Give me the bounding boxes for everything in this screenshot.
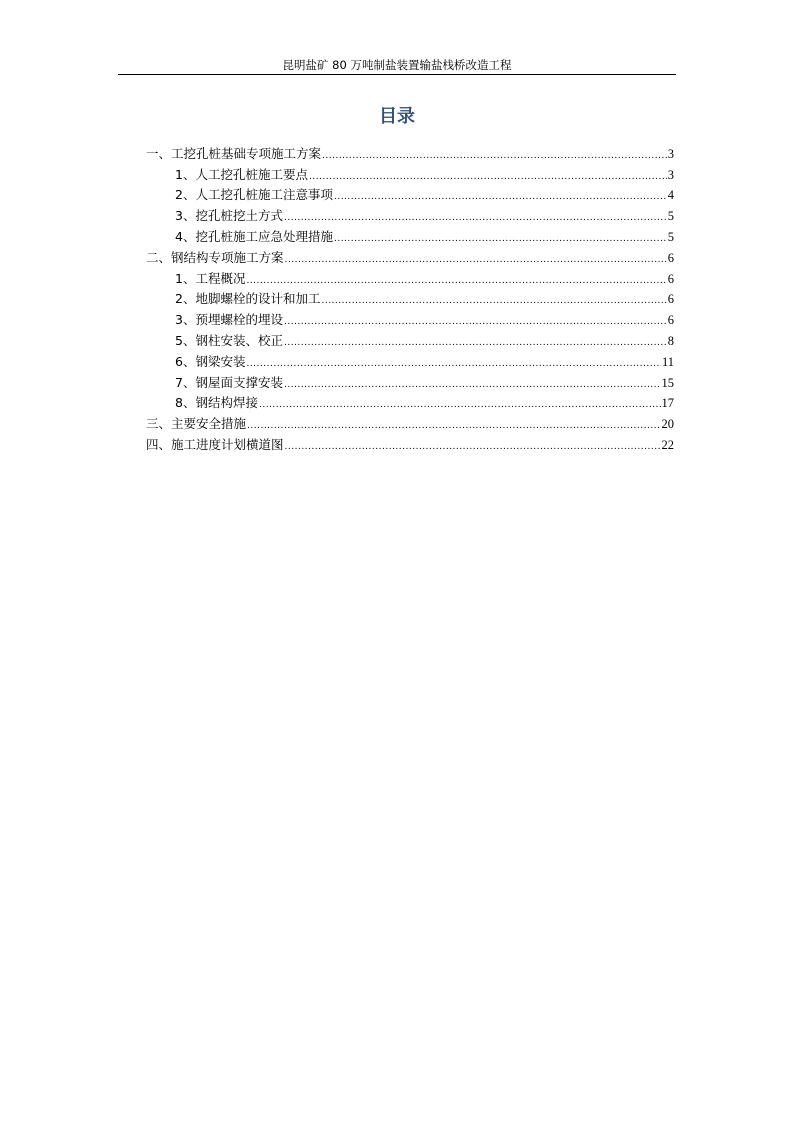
toc-entry-label: 8、钢结构焊接: [175, 395, 258, 411]
toc-entry[interactable]: [146, 246, 674, 267]
toc-leader-dots: [322, 149, 667, 163]
toc-entry[interactable]: [146, 204, 674, 225]
toc-entry-page: 6: [667, 313, 674, 328]
toc-entry-label: 1、工程概况: [175, 270, 246, 286]
toc-entry-label: 一、工挖孔桩基础专项施工方案: [146, 145, 322, 161]
toc-entry[interactable]: [146, 433, 674, 454]
toc-entry[interactable]: [146, 412, 674, 433]
header-text: 昆明盐矿 80 万吨制盐装置输盐栈桥改造工程: [282, 58, 512, 72]
toc-entry[interactable]: [146, 225, 674, 246]
toc-entry[interactable]: [146, 392, 674, 413]
toc-entry-label: 二、钢结构专项施工方案: [146, 249, 284, 265]
toc-entry[interactable]: [146, 350, 674, 371]
toc-entry[interactable]: [146, 308, 674, 329]
toc-entry-page: 22: [661, 437, 674, 452]
toc-entry-page: 17: [661, 396, 674, 411]
toc-entry-page: 6: [667, 250, 674, 265]
toc-leader-dots: [309, 170, 667, 184]
toc-leader-dots: [284, 378, 661, 392]
toc-entry[interactable]: [146, 184, 674, 205]
toc-entry[interactable]: [146, 288, 674, 309]
toc-leader-dots: [246, 357, 661, 371]
toc-entry-label: 3、挖孔桩挖土方式: [175, 208, 283, 224]
toc-entry-label: 6、钢梁安装: [175, 353, 246, 369]
toc-entry-label: 7、钢屋面支撑安装: [175, 374, 283, 390]
toc-entry[interactable]: [146, 371, 674, 392]
toc-leader-dots: [285, 253, 667, 267]
toc-entry-label: 4、挖孔桩施工应急处理措施: [175, 228, 333, 244]
toc-title: 目录: [379, 106, 415, 127]
toc-entry-page: 20: [661, 417, 674, 432]
toc-entry-label: 1、人工挖孔桩施工要点: [175, 166, 308, 182]
toc-entry-label: 2、地脚螺栓的设计和加工: [175, 291, 321, 307]
table-of-contents: [146, 142, 674, 454]
toc-leader-dots: [246, 274, 666, 288]
toc-entry-page: 3: [667, 146, 674, 161]
toc-entry-label: 三、主要安全措施: [146, 416, 247, 432]
toc-leader-dots: [334, 232, 667, 246]
toc-entry-page: 4: [667, 188, 674, 203]
toc-entry-label: 2、人工挖孔桩施工注意事项: [175, 187, 333, 203]
toc-leader-dots: [285, 440, 661, 454]
toc-entry[interactable]: [146, 142, 674, 163]
toc-leader-dots: [284, 315, 667, 329]
toc-entry[interactable]: [146, 267, 674, 288]
toc-entry-label: 3、预埋螺栓的埋设: [175, 312, 283, 328]
toc-entry[interactable]: [146, 163, 674, 184]
toc-leader-dots: [284, 336, 667, 350]
toc-leader-dots: [259, 398, 661, 412]
toc-entry-page: 15: [661, 375, 674, 390]
page-header: [118, 56, 676, 75]
toc-leader-dots: [247, 419, 660, 433]
toc-entry-page: 6: [667, 271, 674, 286]
toc-entry[interactable]: [146, 329, 674, 350]
toc-entry-page: 11: [661, 354, 674, 369]
toc-leader-dots: [321, 294, 666, 308]
toc-entry-label: 四、施工进度计划横道图: [146, 436, 284, 452]
toc-entry-page: 6: [667, 292, 674, 307]
toc-entry-label: 5、钢柱安装、校正: [175, 332, 283, 348]
toc-entry-page: 5: [667, 209, 674, 224]
toc-entry-page: 5: [667, 229, 674, 244]
toc-leader-dots: [334, 190, 667, 204]
toc-entry-page: 8: [667, 333, 674, 348]
toc-entry-page: 3: [667, 167, 674, 182]
toc-leader-dots: [284, 211, 667, 225]
